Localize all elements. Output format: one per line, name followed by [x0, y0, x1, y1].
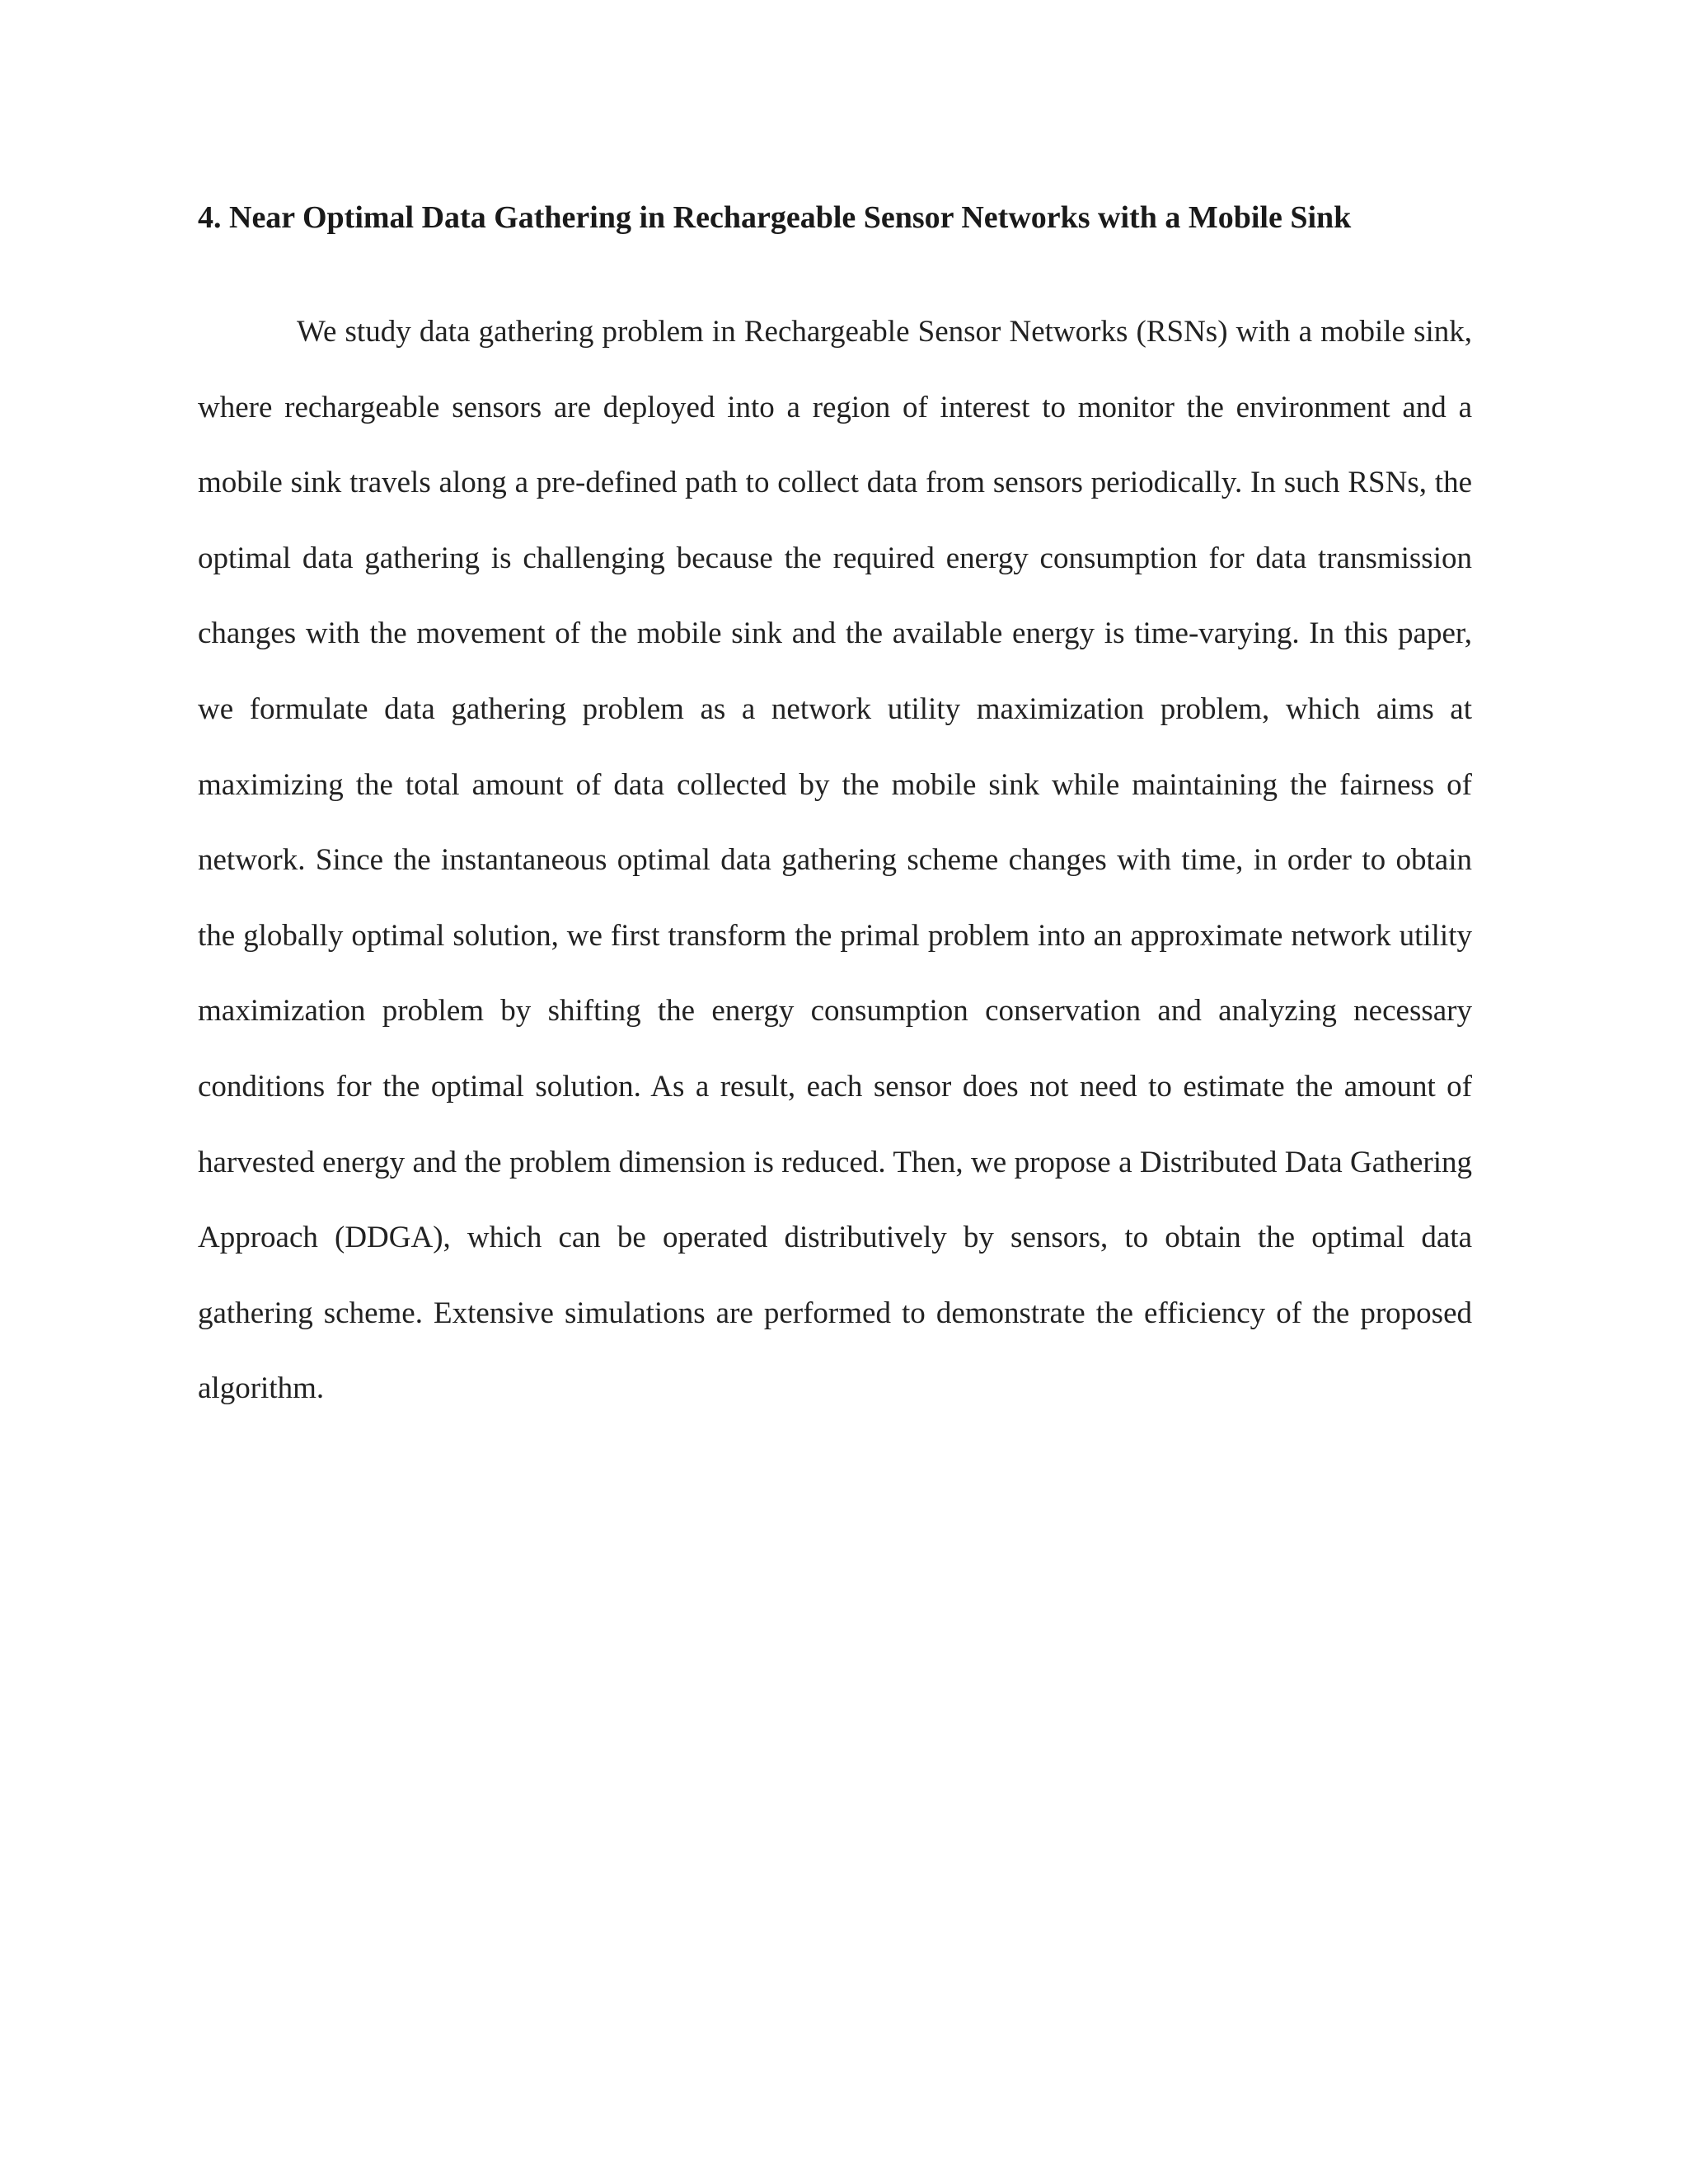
section-paragraph: We study data gathering problem in Rechargeable Sensor Networks (RSNs) with a mobile sink, where rechargeable sensors are deployed into a region of interest to monitor the environment and a mobile sink travels along a pre-defined path to collect data from sensors periodically. In such RSNs, the optimal data gathering is challenging because the required energy consumption for data transmission changes with the movement of the mobile sink and the available energy is time-varying. In this paper, we formulate data gathering problem as a network utility maximization problem, which aims at maximizing the total amount of data collected by the mobile sink while maintaining the fairness of network. Since the instantaneous optimal data gathering scheme changes with time, in order to obtain the globally optimal solution, we first transform the primal problem into an approximate network utility maximization problem by shifting the energy consumption conservation and analyzing necessary conditions for the optimal solution. As a result, each sensor does not need to estimate the amount of harvested energy and the problem dimension is reduced. Then, we propose a Distributed Data Gathering Approach (DDGA), which can be operated distributively by sensors, to obtain the optimal data gathering scheme. Extensive simulations are performed to demonstrate the efficiency of the proposed algorithm.	[198, 315, 1472, 1406]
section-heading: 4. Near Optimal Data Gathering in Rechargeable Sensor Networks with a Mobile Sink	[198, 200, 1352, 235]
